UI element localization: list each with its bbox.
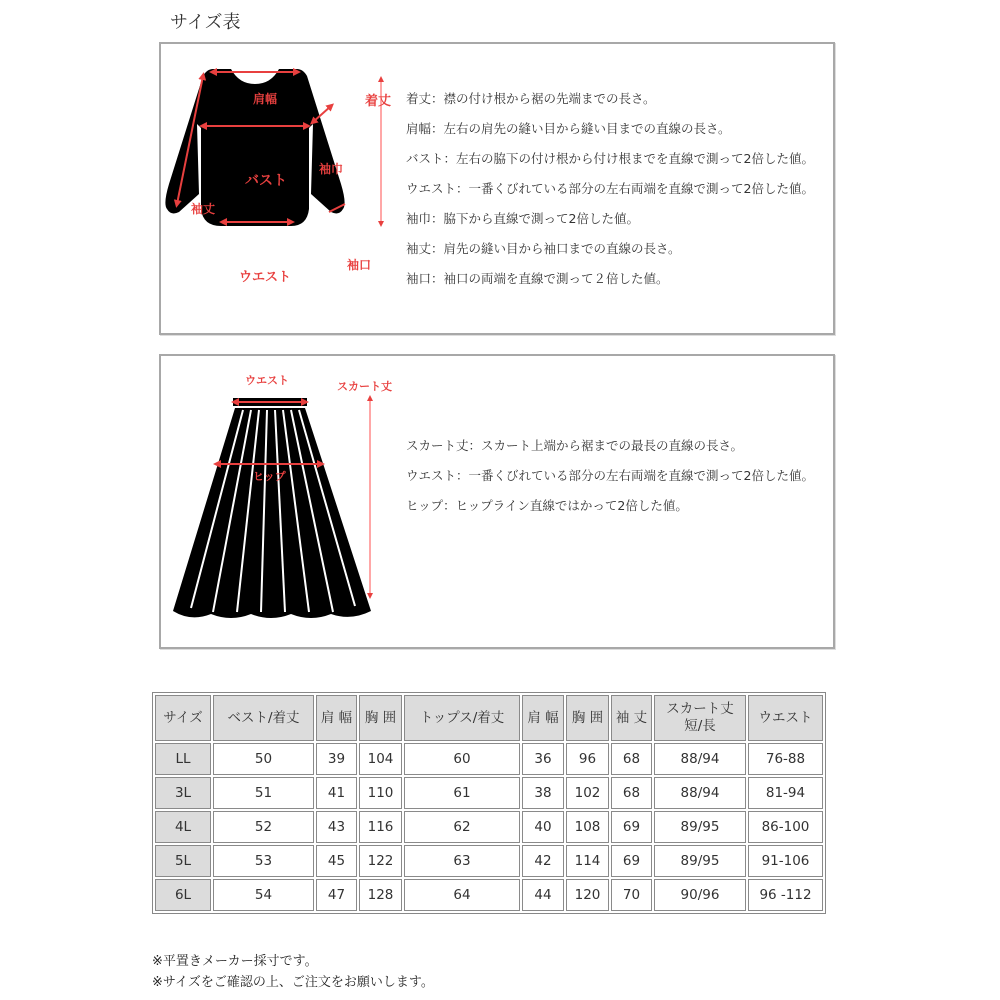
header-tops-chest: 胸 囲 xyxy=(566,695,609,741)
header-vest-chest: 胸 囲 xyxy=(359,695,402,741)
cell: 36 xyxy=(522,743,564,775)
label-skirt-length: スカート丈 xyxy=(337,380,392,393)
desc-sleeve-width: 袖巾：脇下から直線で測って2倍した値。 xyxy=(406,211,639,226)
label-hip: ヒップ xyxy=(253,470,286,483)
cell: 122 xyxy=(359,845,402,877)
cell: 51 xyxy=(213,777,314,809)
cell: 44 xyxy=(522,879,564,911)
cell: 110 xyxy=(359,777,402,809)
label-waist: ウエスト xyxy=(239,270,292,285)
cell: 88/94 xyxy=(654,743,746,775)
note-confirm-size: ※サイズをご確認の上、ご注文をお願いします。 xyxy=(152,975,434,990)
label-sleeve-length: 袖丈 xyxy=(191,202,216,216)
cell: 41 xyxy=(316,777,357,809)
header-skirt-line2: 短/長 xyxy=(684,718,716,734)
cell: 89/95 xyxy=(654,845,746,877)
label-sleeve-width: 袖巾 xyxy=(319,162,344,176)
size-table xyxy=(152,692,826,914)
cell: 40 xyxy=(522,811,564,843)
header-vest-length: ベスト/着丈 xyxy=(213,695,314,741)
table-row xyxy=(155,811,823,843)
cell: 104 xyxy=(359,743,402,775)
cell: 45 xyxy=(316,845,357,877)
cell: 68 xyxy=(611,743,652,775)
page-title: サイズ表 xyxy=(170,12,241,33)
table-row xyxy=(155,879,823,911)
label-cuff: 袖口 xyxy=(347,258,372,272)
cell: 114 xyxy=(566,845,609,877)
desc-cuff: 袖口：袖口の両端を直線で測って２倍した値。 xyxy=(406,271,669,286)
tops-description-list xyxy=(406,84,814,294)
header-skirt-line1: スカート丈 xyxy=(666,701,734,717)
notes xyxy=(152,951,434,993)
cell-size: 4L xyxy=(155,811,211,843)
header-vest-shoulder: 肩 幅 xyxy=(316,695,357,741)
cell: 116 xyxy=(359,811,402,843)
cell: 90/96 xyxy=(654,879,746,911)
cell: 42 xyxy=(522,845,564,877)
header-skirt-length xyxy=(654,695,746,741)
label-skirt-waist: ウエスト xyxy=(245,374,289,387)
header-size: サイズ xyxy=(155,695,211,741)
cell: 102 xyxy=(566,777,609,809)
cell-size: 5L xyxy=(155,845,211,877)
cell: 52 xyxy=(213,811,314,843)
header-tops-length: トップス/着丈 xyxy=(404,695,520,741)
cell: 96 xyxy=(566,743,609,775)
cell: 38 xyxy=(522,777,564,809)
cell: 120 xyxy=(566,879,609,911)
label-shoulder: 肩幅 xyxy=(253,92,278,106)
cell: 86-100 xyxy=(748,811,823,843)
header-tops-shoulder: 肩 幅 xyxy=(522,695,564,741)
cell-size: LL xyxy=(155,743,211,775)
cell: 76-88 xyxy=(748,743,823,775)
cell: 39 xyxy=(316,743,357,775)
cell: 61 xyxy=(404,777,520,809)
cell: 108 xyxy=(566,811,609,843)
cell: 60 xyxy=(404,743,520,775)
cell: 69 xyxy=(611,845,652,877)
desc-skirt-length: スカート丈：スカート上端から裾までの最長の直線の長さ。 xyxy=(406,438,744,453)
cell-size: 3L xyxy=(155,777,211,809)
skirt-description-list xyxy=(406,431,814,521)
cell: 88/94 xyxy=(654,777,746,809)
cell: 47 xyxy=(316,879,357,911)
cell: 89/95 xyxy=(654,811,746,843)
cell: 62 xyxy=(404,811,520,843)
cell: 96 -112 xyxy=(748,879,823,911)
desc-length: 着丈：襟の付け根から裾の先端までの長さ。 xyxy=(406,91,656,106)
desc-shoulder: 肩幅：左右の肩先の縫い目から縫い目までの直線の長さ。 xyxy=(406,121,731,136)
cell: 128 xyxy=(359,879,402,911)
header-sleeve-length: 袖 丈 xyxy=(611,695,652,741)
desc-hip: ヒップ：ヒップライン直線ではかって2倍した値。 xyxy=(406,498,688,513)
tops-measurement-panel xyxy=(159,42,835,335)
cell-size: 6L xyxy=(155,879,211,911)
table-header-row xyxy=(155,695,823,741)
desc-skirt-waist: ウエスト：一番くびれている部分の左右両端を直線で測って2倍した値。 xyxy=(406,468,814,483)
cell: 64 xyxy=(404,879,520,911)
cell: 43 xyxy=(316,811,357,843)
table-row xyxy=(155,777,823,809)
cell: 70 xyxy=(611,879,652,911)
cell: 69 xyxy=(611,811,652,843)
desc-bust: バスト：左右の脇下の付け根から付け根までを直線で測って2倍した値。 xyxy=(406,151,814,166)
label-bust: バスト xyxy=(245,173,287,189)
skirt-illustration xyxy=(161,356,401,647)
header-waist: ウエスト xyxy=(748,695,823,741)
desc-sleeve-length: 袖丈：肩先の縫い目から袖口までの直線の長さ。 xyxy=(406,241,681,256)
cell: 68 xyxy=(611,777,652,809)
cell: 53 xyxy=(213,845,314,877)
cell: 50 xyxy=(213,743,314,775)
skirt-measurement-panel xyxy=(159,354,835,649)
label-length: 着丈 xyxy=(365,94,392,109)
cell: 54 xyxy=(213,879,314,911)
cell: 91-106 xyxy=(748,845,823,877)
cell: 81-94 xyxy=(748,777,823,809)
note-flat-measurement: ※平置きメーカー採寸です。 xyxy=(152,954,318,969)
table-row xyxy=(155,743,823,775)
cell: 63 xyxy=(404,845,520,877)
desc-waist: ウエスト：一番くびれている部分の左右両端を直線で測って2倍した値。 xyxy=(406,181,814,196)
table-row xyxy=(155,845,823,877)
